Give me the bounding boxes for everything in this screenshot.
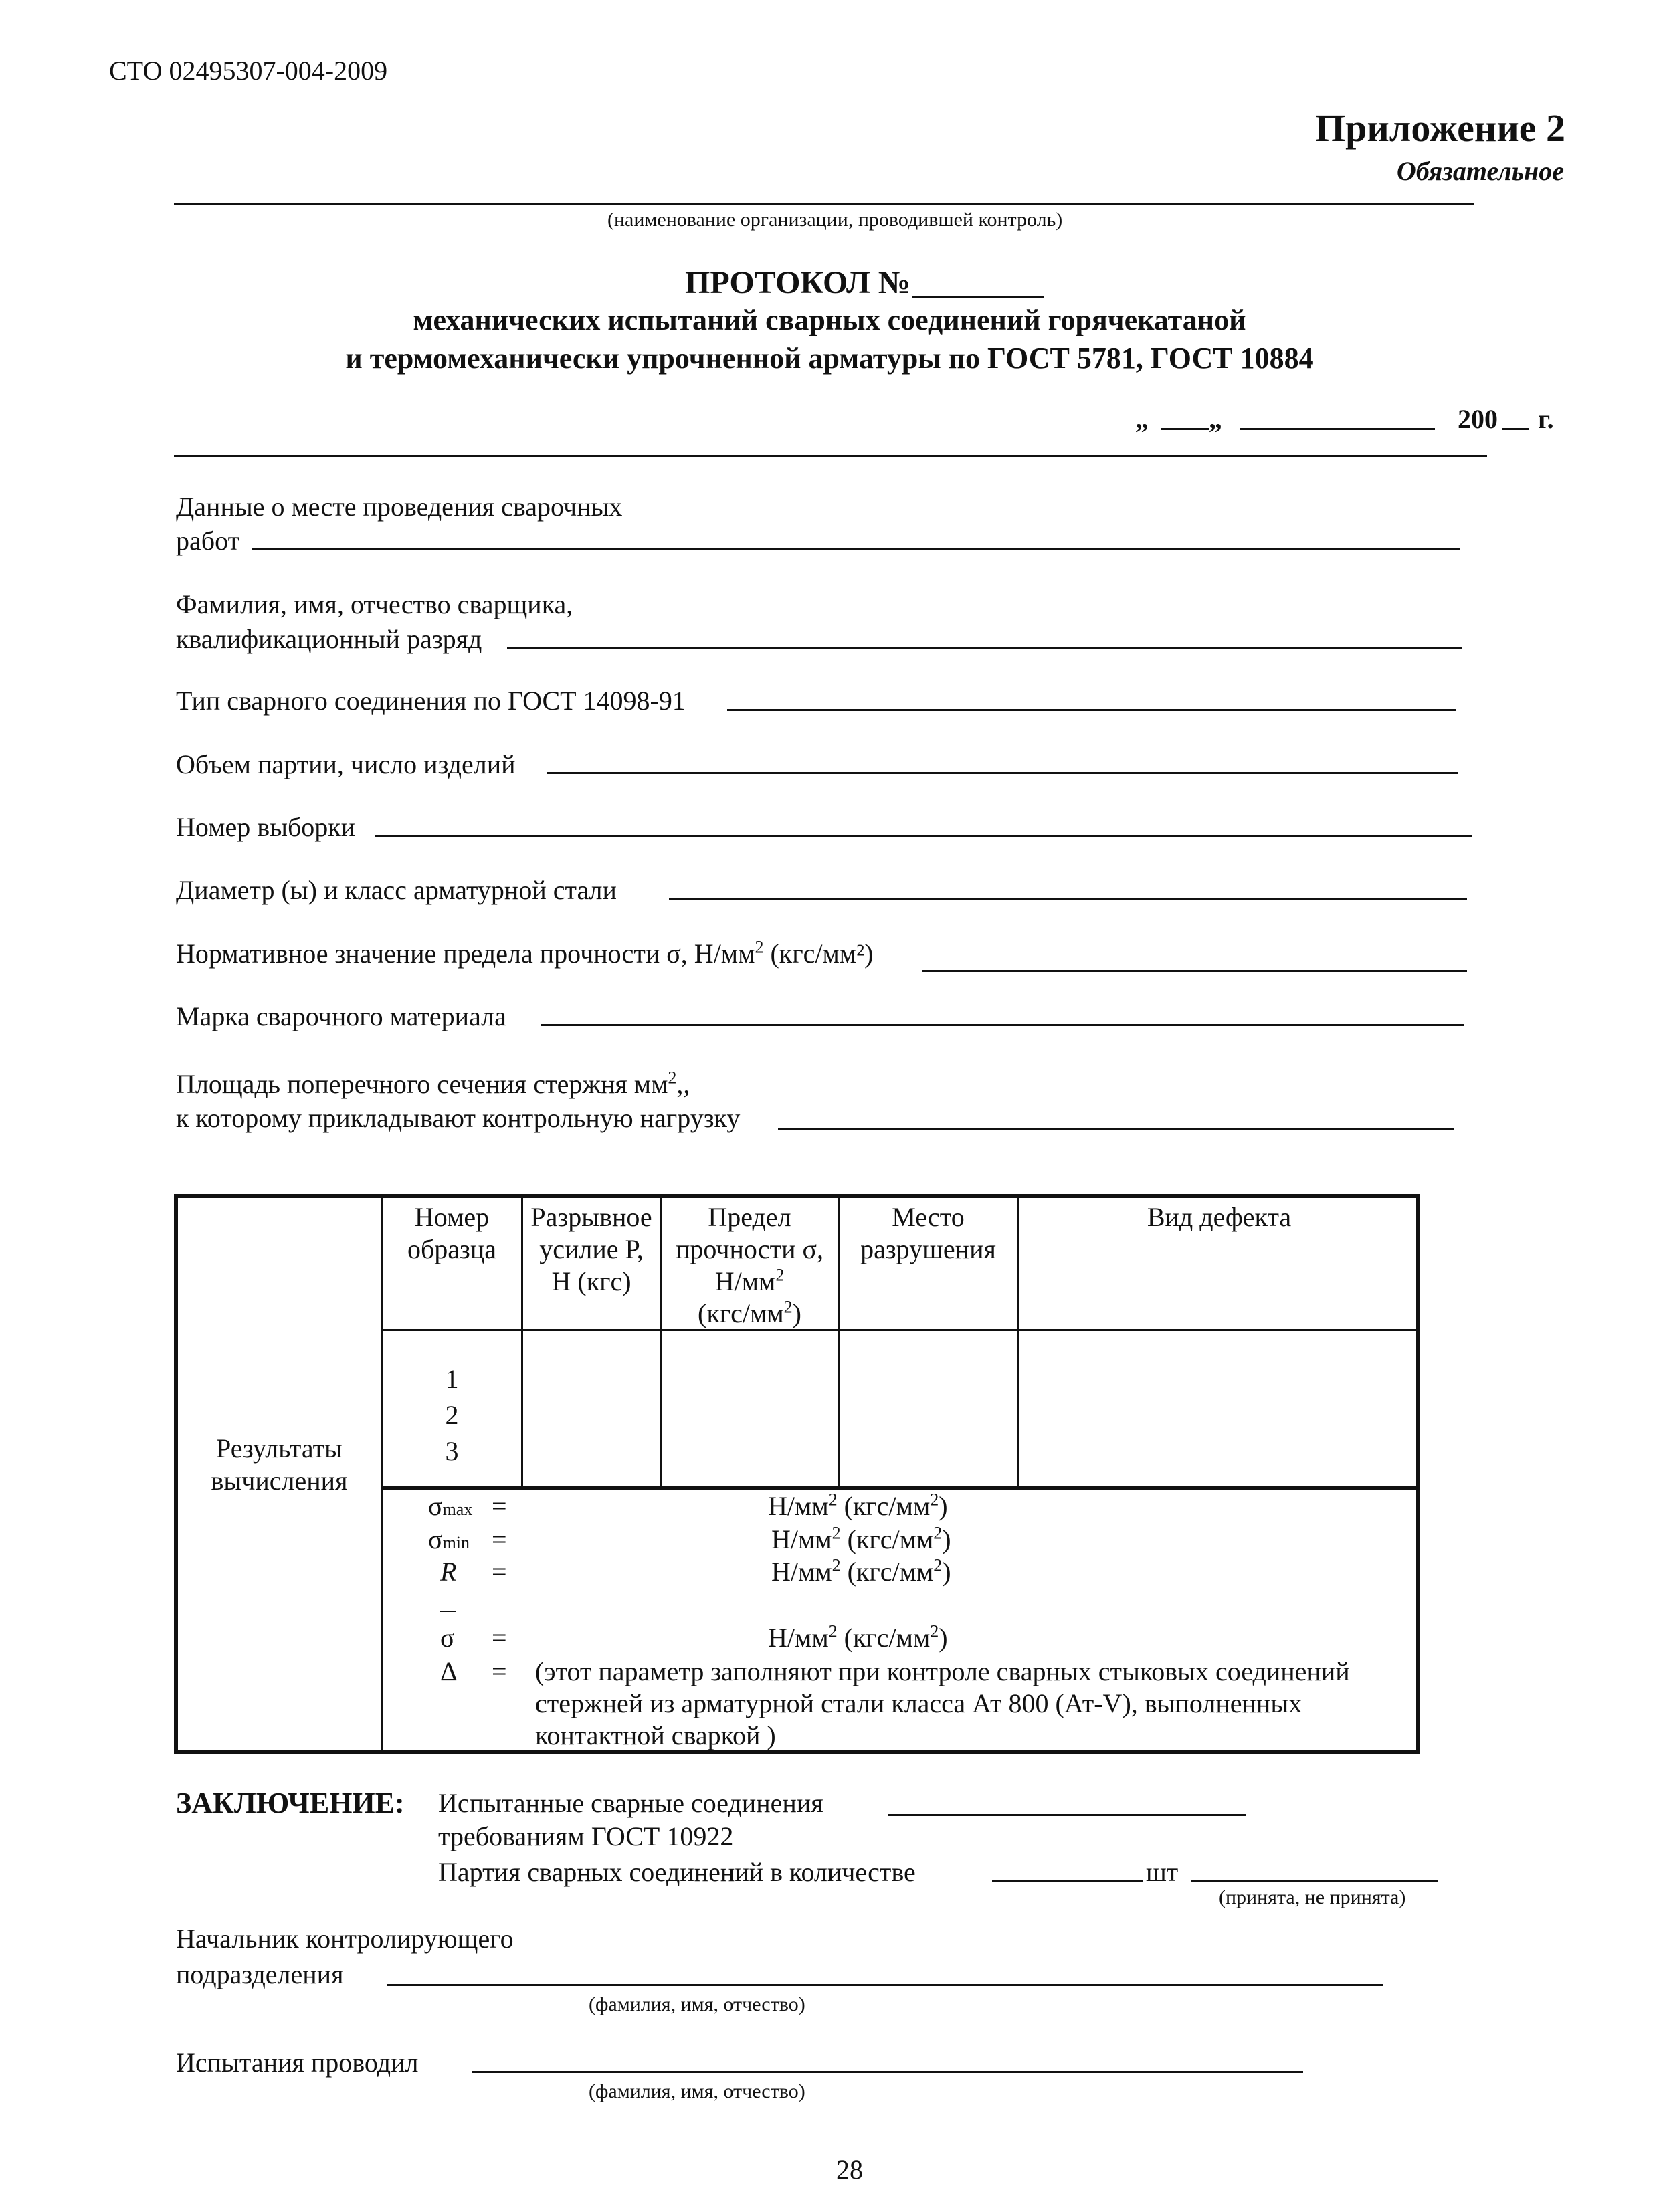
joint-type-input-line[interactable] bbox=[727, 709, 1456, 711]
calc-unit-4: $Н/мм^2$ $(кгс/мм^2)$ bbox=[768, 1621, 948, 1653]
head-label-line1: Начальник контролирующего bbox=[176, 1924, 514, 1954]
place-label-line2: работ bbox=[176, 526, 240, 556]
area-label-line1: Площадь поперечного сечения стержня $мм^2$,, bbox=[176, 1068, 690, 1099]
calc-eq-1: = bbox=[492, 1491, 507, 1521]
date-day-blank bbox=[1161, 428, 1209, 430]
tester-signature-line[interactable] bbox=[472, 2071, 1303, 2073]
weld-material-label: Марка сварочного материала bbox=[176, 1001, 506, 1031]
batch-volume-label: Объем партии, число изделий bbox=[176, 749, 516, 779]
sample-number-input-line[interactable] bbox=[375, 835, 1472, 837]
place-input-line[interactable] bbox=[252, 548, 1460, 550]
sample-row-2: 2 bbox=[445, 1400, 459, 1430]
calc-delta-note: (этот параметр заполняют при контроле сварных стыковых соединений стержней из арматурной стали класса Ат 800 (Ат-V), выполненных контактной сваркой ) bbox=[535, 1656, 1350, 1750]
calc-eq-4: = bbox=[492, 1623, 507, 1653]
sample-row-3: 3 bbox=[445, 1436, 459, 1466]
header-rule bbox=[174, 455, 1487, 457]
head-fio-caption: (фамилия, имя, отчество) bbox=[589, 1993, 805, 2015]
welder-label-line2: квалификационный разряд bbox=[176, 624, 482, 654]
calc-r: R bbox=[440, 1556, 457, 1587]
title-line1: механических испытаний сварных соединений горячекатаной bbox=[413, 304, 1246, 336]
conclusion-line3: Партия сварных соединений в количестве bbox=[438, 1857, 916, 1887]
sample-number-label: Номер выборки bbox=[176, 812, 356, 842]
header-fracture-place: Место разрушения bbox=[860, 1202, 996, 1264]
date-month-blank bbox=[1240, 428, 1435, 430]
table-header-divider bbox=[381, 1329, 1420, 1331]
table-col-divider-5 bbox=[1017, 1194, 1019, 1488]
welder-label-line1: Фамилия, имя, отчество сварщика, bbox=[176, 589, 573, 619]
area-input-line[interactable] bbox=[778, 1128, 1454, 1130]
diameter-class-label: Диаметр (ы) и класс арматурной стали bbox=[176, 875, 617, 905]
calc-unit-1: $Н/мм^2$ $(кгс/мм^2)$ bbox=[768, 1490, 948, 1521]
protocol-title: ПРОТОКОЛ № bbox=[685, 265, 910, 300]
calc-unit-3: $Н/мм^2$ $(кгс/мм^2)$ bbox=[771, 1555, 951, 1587]
page-number: 28 bbox=[836, 2154, 863, 2185]
sigma-bar-overline bbox=[440, 1611, 456, 1612]
calc-eq-3: = bbox=[492, 1556, 507, 1587]
organization-line bbox=[174, 203, 1474, 205]
calc-delta: Δ bbox=[440, 1656, 458, 1686]
date-quote-close: „ bbox=[1209, 404, 1222, 434]
strength-norm-input-line[interactable] bbox=[922, 970, 1467, 972]
header-breaking-force: Разрывное усилие Р, Н (кгс) bbox=[530, 1202, 652, 1296]
accepted-caption: (принята, не принята) bbox=[1219, 1886, 1406, 1908]
diameter-class-input-line[interactable] bbox=[669, 898, 1467, 900]
calc-unit-2: $Н/мм^2$ $(кгс/мм^2)$ bbox=[771, 1523, 951, 1554]
conclusion-line2: требованиям ГОСТ 10922 bbox=[438, 1821, 734, 1851]
joint-type-label: Тип сварного соединения по ГОСТ 14098-91 bbox=[176, 686, 686, 716]
tester-fio-caption: (фамилия, имя, отчество) bbox=[589, 2080, 805, 2102]
header-defect-type: Вид дефекта bbox=[1147, 1202, 1292, 1232]
strength-norm-label: Нормативное значение предела прочности σ, $Н/мм^2$ (кгс/мм²) bbox=[176, 937, 874, 969]
place-label-line1: Данные о месте проведения сварочных bbox=[176, 492, 623, 522]
area-label-line2: к которому прикладывают контрольную нагрузку bbox=[176, 1103, 741, 1133]
calc-sigma-min: σmin bbox=[428, 1524, 470, 1554]
head-label-line2: подразделения bbox=[176, 1959, 344, 1989]
batch-volume-input-line[interactable] bbox=[547, 772, 1458, 774]
appendix-status: Обязательное bbox=[1396, 156, 1564, 186]
conclusion-label: ЗАКЛЮЧЕНИЕ: bbox=[176, 1787, 405, 1819]
results-side-label: Результаты вычисления bbox=[211, 1433, 348, 1496]
calc-eq-2: = bbox=[492, 1524, 507, 1554]
weld-material-input-line[interactable] bbox=[541, 1024, 1464, 1026]
quantity-blank[interactable] bbox=[992, 1880, 1143, 1882]
calc-sigma-max: σmax bbox=[428, 1491, 473, 1521]
sample-row-1: 1 bbox=[445, 1364, 459, 1394]
date-year-prefix: 200 bbox=[1458, 404, 1498, 434]
organization-caption: (наименование организации, проводившей контроль) bbox=[607, 209, 1063, 231]
calc-sigma-mean: σ bbox=[440, 1623, 455, 1653]
calc-eq-5: = bbox=[492, 1656, 507, 1686]
accepted-blank[interactable] bbox=[1191, 1880, 1438, 1882]
document-code: СТО 02495307-004-2009 bbox=[109, 56, 388, 86]
table-col-divider-1 bbox=[381, 1194, 383, 1754]
quantity-unit: шт bbox=[1146, 1857, 1179, 1887]
tester-label: Испытания проводил bbox=[176, 2047, 419, 2078]
date-year-blank bbox=[1502, 428, 1529, 430]
conclusion-line1-blank[interactable] bbox=[888, 1814, 1246, 1816]
sample-numbers bbox=[383, 1361, 521, 1470]
header-tensile-strength: Предел прочности σ, $Н/мм^2$ $(кгс/мм^2)$ bbox=[675, 1202, 824, 1328]
conclusion-line1: Испытанные сварные соединения bbox=[438, 1788, 823, 1818]
head-signature-line[interactable] bbox=[387, 1984, 1383, 1986]
welder-input-line[interactable] bbox=[507, 647, 1462, 649]
appendix-title: Приложение 2 bbox=[1315, 106, 1565, 150]
protocol-number-blank bbox=[912, 296, 1044, 298]
date-year-suffix: г. bbox=[1538, 404, 1554, 434]
header-sample-number: Номер образца bbox=[407, 1202, 497, 1264]
title-line2: и термомеханически упрочненной арматуры по ГОСТ 5781, ГОСТ 10884 bbox=[345, 342, 1314, 375]
date-quote-open: „ bbox=[1135, 404, 1149, 434]
